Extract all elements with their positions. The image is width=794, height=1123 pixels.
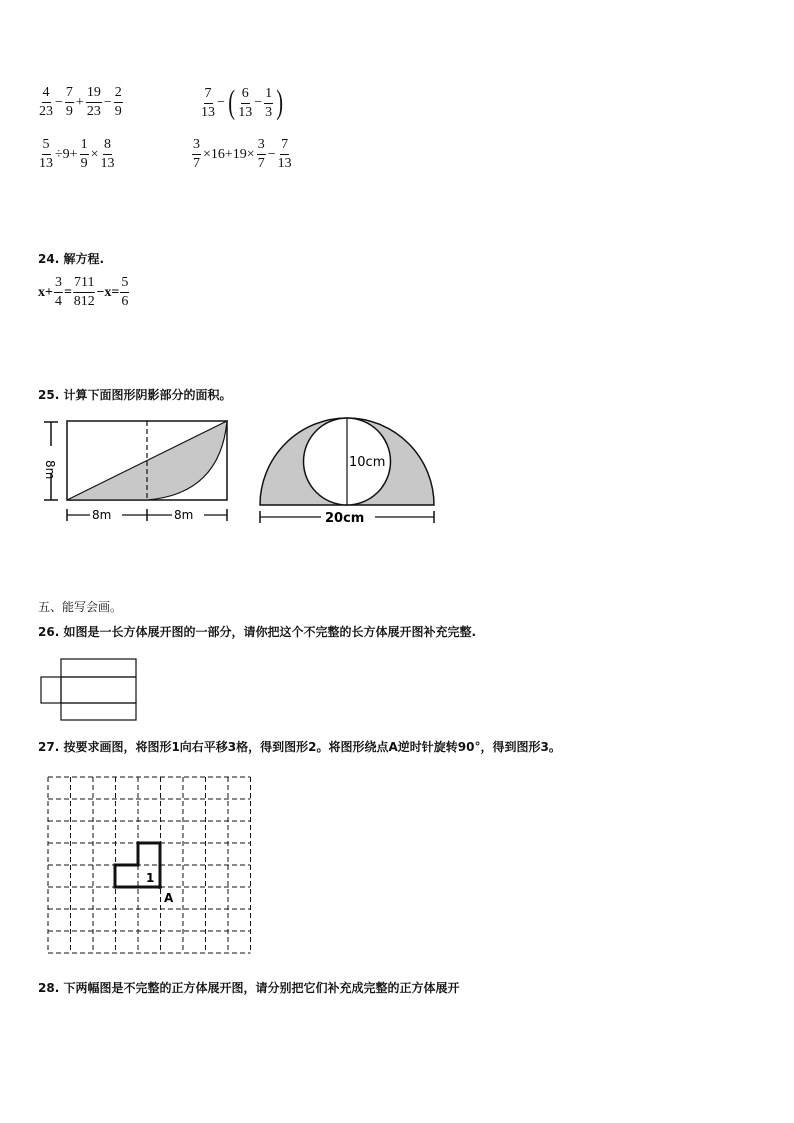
fraction: $\frac{8}{13}$ xyxy=(100,137,115,171)
fraction: $\frac{7}{9}$ xyxy=(65,85,73,119)
question-28-title: 28. 下两幅图是不完整的正方体展开图，请分别把它们补充成完整的正方体展开 xyxy=(38,981,460,995)
cuboid-net-partial xyxy=(38,656,140,724)
fraction: $\frac{711}{812}$ xyxy=(73,275,95,309)
calc-expression-2: $\frac{7}{13}$ − ( $\frac{6}{13}$ − $\frac{1}{3}$ ) xyxy=(201,84,284,121)
question-24-title: 24. 解方程. xyxy=(38,252,105,266)
width-label: 20cm xyxy=(325,511,365,526)
diameter-label: 10cm xyxy=(349,455,386,470)
net-face-front xyxy=(61,677,136,703)
right-paren: ) xyxy=(276,84,284,121)
fraction: $\frac{6}{13}$ xyxy=(238,85,253,120)
calc-expression-4: $\frac{3}{7}$ ×16+19× $\frac{3}{7}$ − $\frac{7}{13}$ xyxy=(193,137,292,171)
side-label: 8m xyxy=(43,460,57,480)
bottom-right-label: 8m xyxy=(174,508,194,522)
section-5-title: 五、能写会画。 xyxy=(38,600,123,614)
figure-rectangle-shaded xyxy=(40,414,235,526)
fraction: $\frac{4}{23}$ xyxy=(39,85,53,119)
fraction: $\frac{3}{4}$ xyxy=(54,275,62,309)
net-face-bottom xyxy=(61,703,136,720)
fraction: $\frac{2}{9}$ xyxy=(114,85,122,119)
fraction: $\frac{5}{13}$ xyxy=(39,137,53,171)
fraction: $\frac{3}{7}$ xyxy=(193,137,200,171)
point-a-marker xyxy=(158,885,162,889)
question-26-title: 26. 如图是一长方体展开图的一部分，请你把这个不完整的长方体展开图补充完整. xyxy=(38,625,477,639)
fraction: $\frac{7}{13}$ xyxy=(201,85,215,120)
fraction: $\frac{5}{6}$ xyxy=(121,275,129,309)
fraction: $\frac{3}{7}$ xyxy=(257,137,265,171)
dashed-grid xyxy=(48,777,251,953)
shape-label: 1 xyxy=(146,871,155,885)
grid-figure xyxy=(44,772,254,958)
point-a-label: A xyxy=(164,891,174,905)
figure-semicircle-shaded xyxy=(255,414,440,526)
fraction: $\frac{7}{13}$ xyxy=(277,137,292,171)
fraction: $\frac{19}{23}$ xyxy=(86,85,101,119)
question-25-title: 25. 计算下面图形阴影部分的面积。 xyxy=(38,388,232,402)
fraction: $\frac{1}{3}$ xyxy=(265,85,273,120)
net-face-top xyxy=(61,659,136,677)
calc-expression-3: $\frac{5}{13}$ ÷9+ $\frac{1}{9}$ × $\frac{8}{13}$ xyxy=(39,137,115,171)
question-27-title: 27. 按要求画图，将图形1向右平移3格，得到图形2。将图形绕点A逆时针旋转90°，得到图形3。 xyxy=(38,740,561,754)
bottom-left-label: 8m xyxy=(92,508,112,522)
calc-expression-1: $\frac{4}{23}$ − $\frac{7}{9}$ + $\frac{19}{23}$ − $\frac{2}{9}$ xyxy=(39,85,122,119)
fraction: $\frac{1}{9}$ xyxy=(80,137,88,171)
left-paren: ( xyxy=(228,84,235,121)
net-face-left xyxy=(41,677,61,703)
equation-24: x+ $\frac{3}{4}$ = $\frac{711}{812}$ −x= $\frac{5}{6}$ xyxy=(38,275,129,309)
